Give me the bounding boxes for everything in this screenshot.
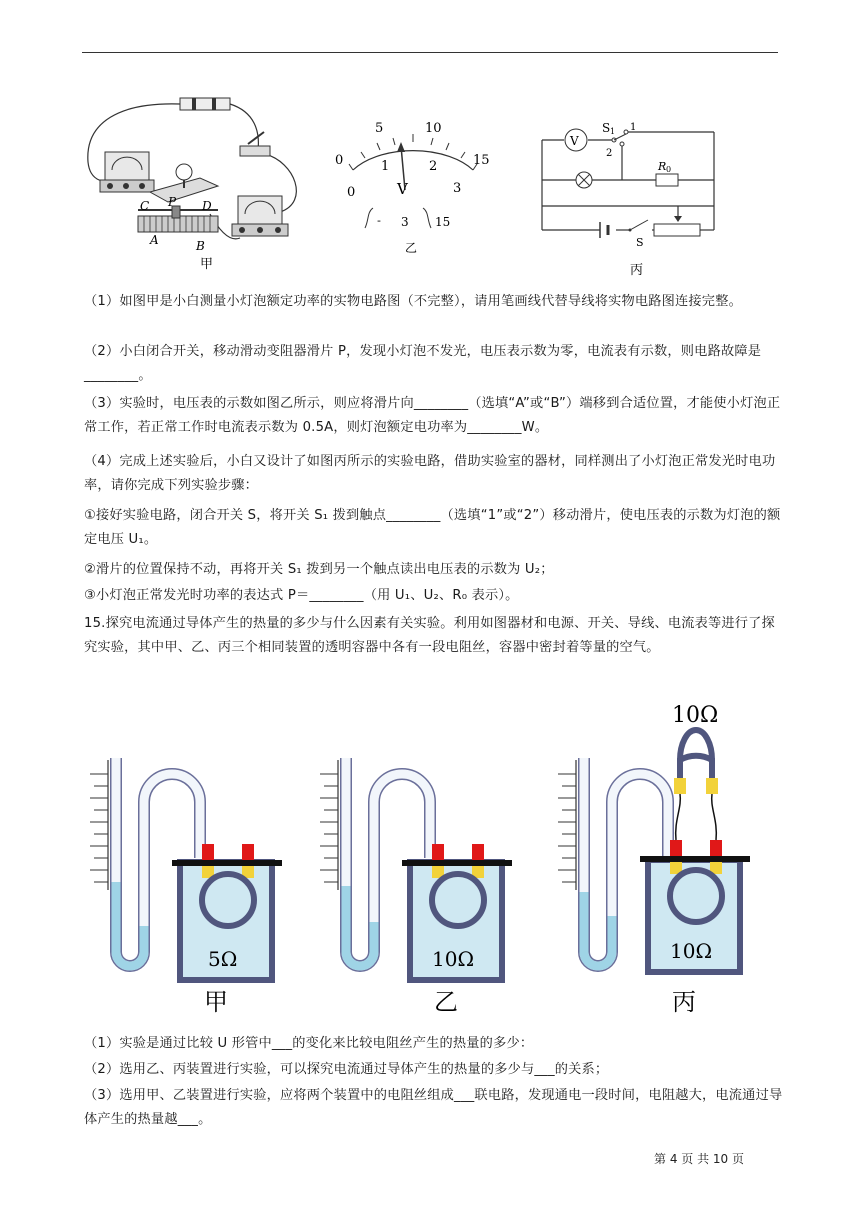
caption-yi-top: 乙 [405,241,418,255]
terminal-15: 15 [435,215,451,229]
q15-2: （2）选用乙、丙装置进行实验，可以探究电流通过导体产生的热量的多少与___的关系； [84,1062,609,1077]
bing-s1: S [602,121,611,135]
label-a: A [150,233,159,247]
q15-1: （1）实验是通过比较 U 形管中___的变化来比较电阻丝产生的热量的多少： [84,1036,534,1051]
bing-s: S [636,236,644,249]
bottom-scale-1: 1 [381,159,390,174]
q14-step1: ①接好实验电路，闭合开关 S，将开关 S₁ 拨到触点________（选填“1”或“2”）移动滑片，使电压表的示数为灯泡的额定电压 U₁。 [84,508,781,547]
terminal-3: 3 [401,215,409,229]
apparatus-jia [90,758,282,1016]
label-b: B [196,239,205,253]
q15-intro: 15.探究电流通过导体产生的热量的多少与什么因素有关实验。利用如图器材和电源、开关、导线、电流表等进行了探究实验，其中甲、乙、丙三个相同装置的透明容器中各有一段电阻丝，容器中密封着等量的空气。 [84,616,775,655]
bing-resistance: 10Ω [670,939,713,963]
figure-bing-schematic [530,118,720,278]
caption-jia-bottom: 甲 [204,988,228,1016]
q14-3: （3）实验时，电压表的示数如图乙所示，则应将滑片向________（选填“A”或“B”）端移到合适位置，才能使小灯泡正常工作，若正常工作时电流表示数为 0.5A，则灯泡额定电功率为________W。 [84,396,781,435]
apparatus-yi [320,758,512,1016]
top-scale-10: 10 [425,121,442,136]
caption-jia-top: 甲 [200,257,214,272]
bottom-scale-2: 2 [429,159,438,174]
q15-3: （3）选用甲、乙装置进行实验，应将两个装置中的电阻丝组成___联电路，发现通电一段时间，电阻越大，电流通过导体产生的热量越___。 [84,1088,783,1127]
header-rule [82,52,778,53]
top-scale-0: 0 [335,153,344,168]
bing-contact-2: 2 [606,148,613,159]
page-footer: 第 4 页 共 10 页 [654,1152,744,1166]
label-d: D [202,199,212,213]
figure-jia-circuit [80,92,320,272]
top-scale-5: 5 [375,121,384,136]
bing-s1-sub: 1 [610,127,616,136]
q14-step2: ②滑片的位置保持不动，再将开关 S₁ 拨到另一个触点读出电压表的示数为 U₂； [84,562,554,577]
bottom-scale-0: 0 [347,185,356,200]
label-p: P [168,195,177,209]
jia-resistance: 5Ω [208,947,238,971]
top-scale-15: 15 [473,153,490,168]
caption-bing-bottom: 丙 [672,988,696,1016]
bing-meter-v: V [570,134,579,148]
unit-v: V [397,180,408,198]
figure-heat-apparatus [80,690,780,1020]
bottom-scale-3: 3 [453,181,462,196]
yi-resistance: 10Ω [432,947,475,971]
bing-external-resistance: 10Ω [672,703,719,728]
figure-yi-voltmeter [325,112,495,262]
bing-contact-1: 1 [630,122,637,133]
q14-4: （4）完成上述实验后，小白又设计了如图丙所示的实验电路，借助实验室的器材，同样测出了小灯泡正常发光时电功率，请你完成下列实验步骤： [84,454,776,493]
q14-step3: ③小灯泡正常发光时功率的表达式 P＝________（用 U₁、U₂、R₀ 表示）。 [84,588,519,603]
apparatus-bing [558,703,750,1016]
label-c: C [140,199,150,213]
bing-r0-sub: 0 [666,165,672,174]
caption-bing-top: 丙 [630,263,644,278]
terminal-minus: - [377,214,381,227]
q14-1: （1）如图甲是小白测量小灯泡额定功率的实物电路图（不完整），请用笔画线代替导线将实物电路图连接完整。 [84,294,742,309]
q14-2: （2）小白闭合开关，移动滑动变阻器滑片 P，发现小灯泡不发光，电压表示数为零，电流表有示数，则电路故障是________。 [84,344,762,383]
bing-r0: R [658,160,667,173]
caption-yi-bottom: 乙 [434,988,458,1016]
